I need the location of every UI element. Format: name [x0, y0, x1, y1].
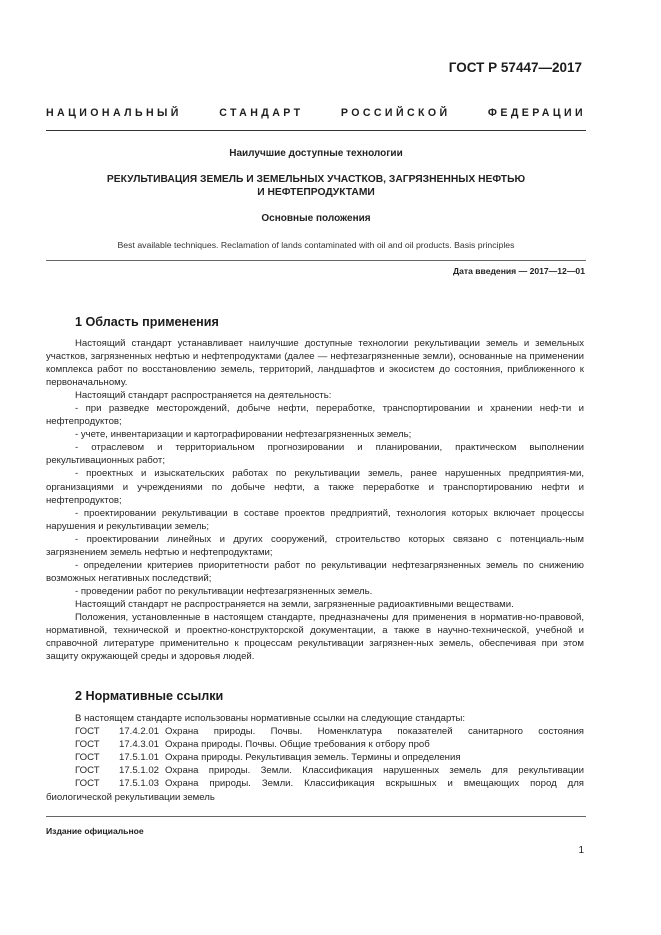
english-title: Best available techniques. Reclamation of lands contaminated with oil and oil products. Basis principles [117, 240, 515, 250]
paragraph: Положения, установленные в настоящем стандарте, предназначены для применения в норматив-но-правовой, нормативной, технической и проектно-конструкторской документации, а также в научно-технической, учебной и справочной литературе применительно к процессам рекультивации загрязнен-ных земель, обеспечивая при этом защиту окружающей среды и здоровья людей. [46, 611, 584, 663]
reference-row [75, 777, 584, 790]
list-item: - при разведке месторождений, добыче нефти, переработке, транспортировании и хранении неф-ти и нефтепродуктов; [46, 403, 584, 428]
paragraph: В настоящем стандарте использованы нормативные ссылки на следующие стандарты: [75, 713, 466, 724]
page-number: 1 [578, 845, 584, 856]
reference-continuation: биологической рекультивации земель [46, 792, 215, 803]
edition-label: Издание официальное [46, 826, 144, 836]
reference-number: 17.5.1.01 [118, 752, 159, 764]
reference-title: Охрана природы. Земли. Классификация нарушенных земель для рекультивации [165, 765, 584, 777]
list-item: - определении критериев приоритетности работ по рекультивации нефтезагрязненных земель по снижению возможных негативных последствий; [46, 559, 584, 584]
document-subtitle: Основные положения [261, 213, 371, 224]
reference-title: Охрана природы. Земли. Классификация вскрышных и вмещающих пород для [165, 778, 584, 790]
reference-row [75, 751, 584, 764]
document-title-line-1: РЕКУЛЬТИВАЦИЯ ЗЕМЕЛЬ И ЗЕМЕЛЬНЫХ УЧАСТКОВ, ЗАГРЯЗНЕННЫХ НЕФТЬЮ [106, 174, 526, 185]
paragraph: Настоящий стандарт устанавливает наилучшие доступные технологии рекультивации земель и земельных участков, загрязненных нефтью и нефтепродуктами (далее — нефтезагрязненные земли), основанные на применении комплекса работ по восстановлению земель, территорий, ландшафтов и экосистем до состояния, приближенного к первоначальному. [46, 338, 584, 389]
introduction-date: Дата введения — 2017—12—01 [452, 266, 585, 276]
standard-type-heading: НАЦИОНАЛЬНЫЙ СТАНДАРТ РОССИЙСКОЙ ФЕДЕРАЦИИ [46, 107, 586, 119]
reference-title: Охрана природы. Почвы. Номенклатура показателей санитарного состояния [165, 726, 584, 737]
list-item: - проведении работ по рекультивации нефтезагрязненных земель. [75, 585, 373, 597]
list-item: - учете, инвентаризации и картографировании нефтезагрязненных земель; [75, 429, 412, 441]
reference-row [75, 725, 584, 738]
paragraph: Настоящий стандарт распространяется на деятельность: [75, 390, 332, 402]
standard-code: ГОСТ Р 57447—2017 [448, 60, 582, 75]
section-2-intro [46, 712, 584, 725]
reference-prefix: ГОСТ [75, 739, 100, 751]
list-item: - проектных и изыскательских работах по рекультивации земель, ранее нарушенных предприятия-ми, организациями и учреждениями по добыче нефти, а также переработке и транспортированию нефти и нефтепродуктов; [46, 468, 584, 506]
reference-number: 17.5.1.03 [118, 778, 159, 790]
reference-number: 17.5.1.02 [118, 765, 159, 777]
paragraph: Настоящий стандарт не распространяется на земли, загрязненные радиоактивными веществами. [75, 598, 514, 610]
reference-prefix: ГОСТ [75, 726, 100, 737]
document-title [46, 173, 586, 199]
reference-row [75, 764, 584, 777]
list-item: - проектировании линейных и других сооружений, строительство которых связано с потенциаль-ным загрязнением земель нефтью и нефтепродуктами; [46, 533, 584, 558]
reference-title: Охрана природы. Почвы. Общие требования к отбору проб [165, 739, 430, 751]
section-1-heading: 1 Область применения [75, 315, 219, 329]
reference-prefix: ГОСТ [75, 765, 100, 777]
reference-number: 17.4.2.01 [118, 726, 159, 737]
section-1-body [46, 337, 584, 663]
series-title: Наилучшие доступные технологии [229, 148, 403, 159]
reference-prefix: ГОСТ [75, 778, 100, 790]
reference-prefix: ГОСТ [75, 752, 100, 764]
reference-row [75, 738, 584, 751]
footer-divider [46, 816, 586, 817]
header-divider [46, 130, 586, 131]
title-divider [46, 260, 586, 261]
normative-references-list [75, 725, 584, 790]
list-item: - отраслевом и территориальном прогнозировании и планировании, практическом выполнении рекультивационных работ; [46, 442, 584, 467]
reference-title: Охрана природы. Рекультивация земель. Термины и определения [165, 752, 461, 764]
document-title-line-2: И НЕФТЕПРОДУКТАМИ [257, 187, 375, 198]
list-item: - проектировании рекультивации в составе проектов предприятий, технология которых включает процессы нарушения и рекультивации земель; [46, 507, 584, 532]
reference-number: 17.4.3.01 [118, 739, 159, 751]
section-2-heading: 2 Нормативные ссылки [75, 689, 224, 703]
